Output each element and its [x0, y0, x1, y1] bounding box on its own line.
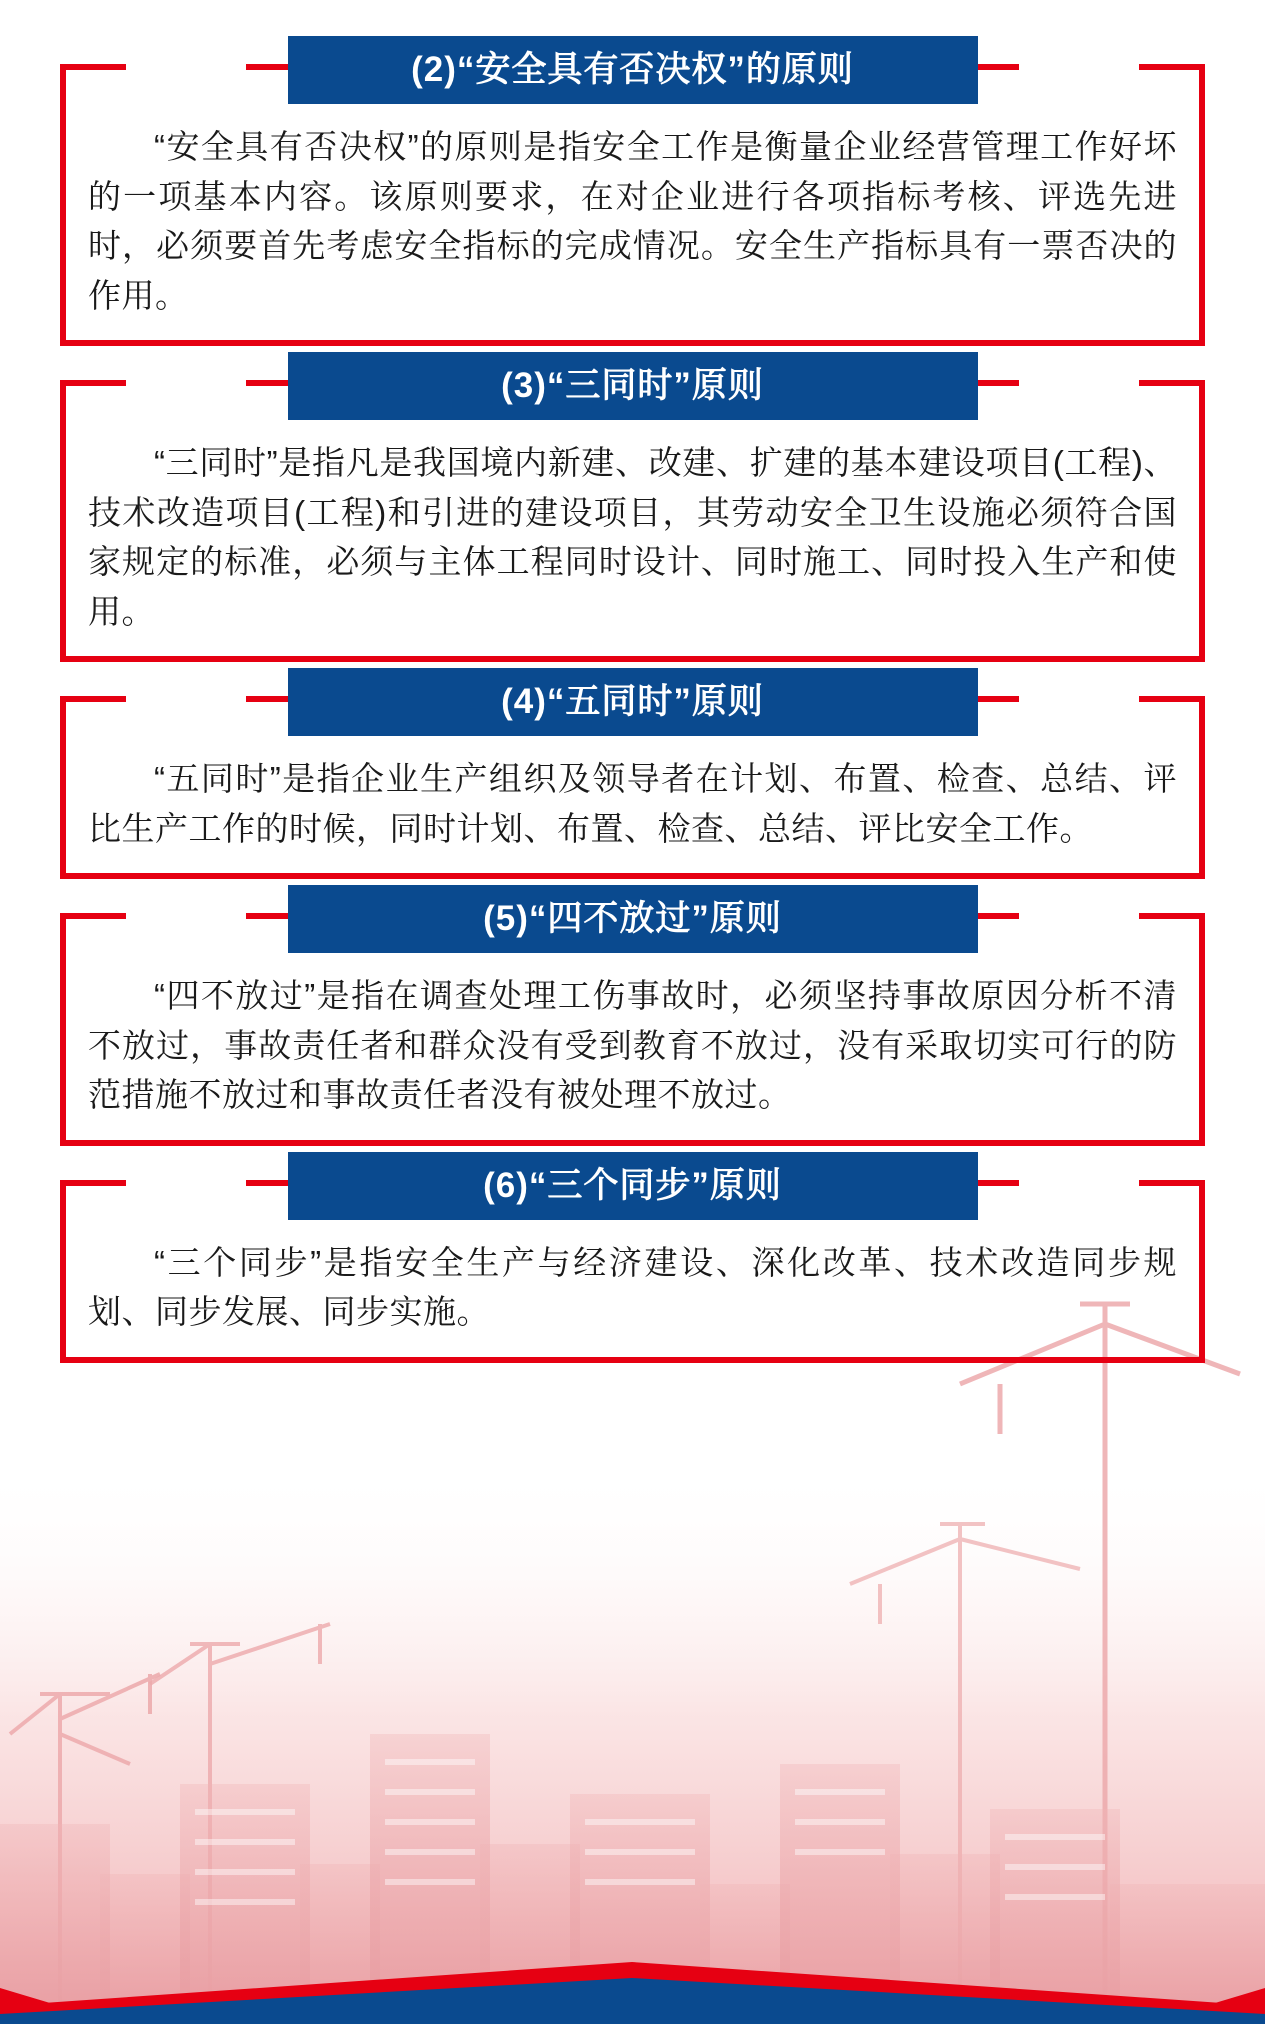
section-frame [60, 1165, 1205, 1363]
section-principle-3 [60, 366, 1205, 662]
section-body-wrap [88, 1238, 1177, 1337]
section-title: (5)“四不放过”原则 [288, 885, 978, 953]
section-principle-6 [60, 1165, 1205, 1363]
section-principle-4 [60, 682, 1205, 879]
section-body: “三同时”是指凡是我国境内新建、改建、扩建的基本建设项目(工程)、技术改造项目(工程)和引进的建设项目，其劳动安全卫生设施必须符合国家规定的标准，必须与主体工程同时设计、同时施工、同时投入生产和使用。 [88, 444, 1177, 630]
section-principle-5 [60, 899, 1205, 1146]
section-body: “四不放过”是指在调查处理工伤事故时，必须坚持事故原因分析不清不放过，事故责任者和群众没有受到教育不放过，没有采取切实可行的防范措施不放过和事故责任者没有被处理不放过。 [88, 977, 1177, 1113]
bottom-ribbon-decoration [0, 1954, 1265, 2024]
section-frame [60, 366, 1205, 662]
section-body: “五同时”是指企业生产组织及领导者在计划、布置、检查、总结、评比生产工作的时候，同时计划、布置、检查、总结、评比安全工作。 [88, 760, 1177, 847]
section-body: “安全具有否决权”的原则是指安全工作是衡量企业经营管理工作好坏的一项基本内容。该原则要求，在对企业进行各项指标考核、评选先进时，必须要首先考虑安全指标的完成情况。安全生产指标具有一票否决的作用。 [88, 128, 1177, 314]
section-principle-2 [60, 50, 1205, 346]
section-body-wrap [88, 971, 1177, 1120]
section-title: (4)“五同时”原则 [288, 668, 978, 736]
section-frame [60, 50, 1205, 346]
section-title: (3)“三同时”原则 [288, 352, 978, 420]
section-title: (2)“安全具有否决权”的原则 [288, 36, 978, 104]
section-frame [60, 899, 1205, 1146]
section-body-wrap [88, 122, 1177, 320]
section-body-wrap [88, 438, 1177, 636]
section-body-wrap [88, 754, 1177, 853]
section-frame [60, 682, 1205, 879]
section-body: “三个同步”是指安全生产与经济建设、深化改革、技术改造同步规划、同步发展、同步实施。 [88, 1243, 1177, 1330]
section-title: (6)“三个同步”原则 [288, 1152, 978, 1220]
